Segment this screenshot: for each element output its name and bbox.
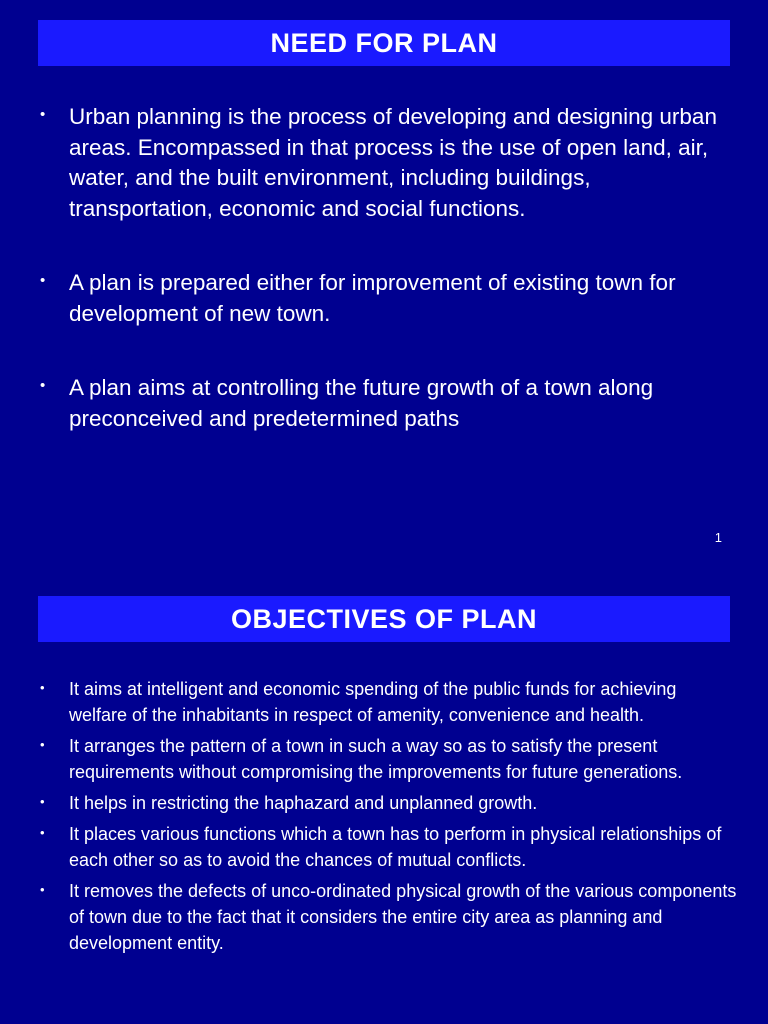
bullet-item: [38, 373, 738, 434]
bullet-text: A plan is prepared either for improvement of existing town for development of new town.: [69, 270, 676, 326]
slide-title-bar: [38, 20, 730, 66]
bullet-text: It aims at intelligent and economic spending of the public funds for achieving welfare of the inhabitants in respect of amenity, convenience and health.: [69, 679, 677, 725]
slide-title: OBJECTIVES OF PLAN: [230, 603, 538, 634]
bullet-item: [38, 676, 738, 728]
bullet-icon: •: [40, 882, 45, 897]
bullet-text: It places various functions which a town has to perform in physical relationships of each other so as to avoid the chances of mutual conflicts.: [69, 824, 722, 870]
bullet-item: [38, 733, 738, 785]
bullet-text: It removes the defects of unco-ordinated physical growth of the various components of town due to the fact that it considers the entire city area as planning and development entity.: [69, 881, 737, 953]
bullet-icon: •: [40, 794, 45, 809]
bullet-icon: •: [40, 737, 45, 752]
bullet-item: [38, 102, 738, 224]
bullet-icon: •: [40, 825, 45, 840]
bullet-icon: •: [40, 680, 45, 695]
slide-title: NEED FOR PLAN: [270, 27, 498, 58]
bullet-text: It arranges the pattern of a town in such a way so as to satisfy the present requirements without compromising the improvements for future generations.: [69, 736, 683, 782]
bullet-item: [38, 821, 738, 873]
bullet-item: [38, 878, 738, 956]
bullet-item: [38, 790, 738, 816]
bullet-text: Urban planning is the process of developing and designing urban areas. Encompassed in that process is the use of open land, air, water, and the built environment, including buildings, transportation, economic and social functions.: [69, 104, 717, 221]
slide-objectives-of-plan: [0, 576, 768, 1024]
bullet-text: It helps in restricting the haphazard and unplanned growth.: [69, 793, 538, 813]
bullet-icon: •: [40, 272, 46, 289]
bullet-text: A plan aims at controlling the future growth of a town along preconceived and predetermined paths: [69, 375, 654, 431]
bullet-icon: •: [40, 377, 46, 394]
bullet-list: [38, 676, 738, 961]
bullet-item: [38, 268, 738, 329]
slide-title-bar: [38, 596, 730, 642]
bullet-icon: •: [40, 106, 46, 123]
bullet-list: [38, 102, 738, 478]
page-number: 1: [714, 530, 722, 545]
